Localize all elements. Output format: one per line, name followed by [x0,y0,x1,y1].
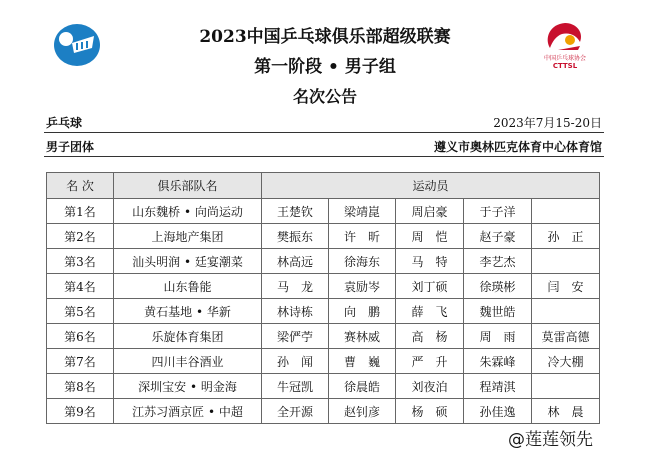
page-title: 2023中国乒乓球俱乐部超级联赛 [199,27,451,47]
player-cell: 周 恺 [396,224,464,249]
club-cell: 黄石基地 • 华新 [114,299,262,324]
table-row [47,224,600,249]
player-cell: 赵钊彦 [329,399,396,424]
player-cell: 孙 闻 [262,349,329,374]
rank-cell: 第2名 [47,224,114,249]
rank-cell: 第8名 [47,374,114,399]
table-row [47,349,600,374]
player-cell: 梁靖崑 [329,199,396,224]
club-cell: 上海地产集团 [114,224,262,249]
club-column-header: 俱乐部队名 [114,173,262,199]
player-cell: 曹 巍 [329,349,396,374]
player-cell: 樊振东 [262,224,329,249]
sport-label: 乒乓球 [46,116,83,130]
table-header-row [47,173,600,199]
player-cell: 杨 硕 [396,399,464,424]
player-cell: 周启豪 [396,199,464,224]
player-cell: 高 杨 [396,324,464,349]
player-cell [532,249,600,274]
player-cell [532,374,600,399]
club-cell: 乐旋体育集团 [114,324,262,349]
player-cell: 程靖淇 [464,374,532,399]
player-cell: 王楚钦 [262,199,329,224]
rank-cell: 第4名 [47,274,114,299]
player-cell: 梁俨苧 [262,324,329,349]
player-cell: 莫雷高德 [532,324,600,349]
player-cell: 李艺杰 [464,249,532,274]
player-cell: 于子洋 [464,199,532,224]
rank-cell: 第6名 [47,324,114,349]
player-cell: 刘丁硕 [396,274,464,299]
player-cell: 徐海东 [329,249,396,274]
player-cell: 全开源 [262,399,329,424]
player-cell: 魏世皓 [464,299,532,324]
player-cell: 林诗栋 [262,299,329,324]
rank-cell: 第5名 [47,299,114,324]
club-cell: 四川丰谷酒业 [114,349,262,374]
venue-label: 遵义市奥林匹克体育中心体育馆 [433,140,602,154]
rank-column-header: 名 次 [47,173,114,199]
player-cell: 孙 正 [532,224,600,249]
cttsl-logo [540,20,590,72]
rank-cell: 第9名 [47,399,114,424]
player-cell: 向 鹏 [329,299,396,324]
player-cell: 刘夜泊 [396,374,464,399]
player-cell: 朱霖峰 [464,349,532,374]
stage-subtitle: 第一阶段 • 男子组 [254,57,396,77]
player-cell: 闫 安 [532,274,600,299]
player-cell: 冷大棚 [532,349,600,374]
player-cell: 薛 飞 [396,299,464,324]
date-label: 2023年7月15-20日 [493,116,602,130]
player-cell: 袁励岑 [329,274,396,299]
player-cell: 马 龙 [262,274,329,299]
logo-caption-abbr: CTTSL [552,62,578,70]
table-row [47,299,600,324]
club-cell: 深圳宝安 • 明金海 [114,374,262,399]
player-cell: 徐晨皓 [329,374,396,399]
notice-heading: 名次公告 [292,87,357,106]
table-row [47,324,600,349]
player-cell: 赵子豪 [464,224,532,249]
club-cell: 江苏习酒京匠 • 中超 [114,399,262,424]
divider [44,132,604,133]
table-row [47,274,600,299]
player-cell: 林高远 [262,249,329,274]
table-row [47,249,600,274]
players-column-header: 运动员 [262,173,600,199]
event-label: 男子团体 [46,140,95,154]
club-cell: 山东魏桥 • 向尚运动 [114,199,262,224]
watermark: @莲莲领先 [508,430,593,450]
player-cell: 许 昕 [329,224,396,249]
logo-caption-cn: 中国乒乓球协会 [543,55,586,62]
player-cell: 牛冠凯 [262,374,329,399]
player-cell: 周 雨 [464,324,532,349]
divider [44,156,604,157]
player-cell: 严 升 [396,349,464,374]
player-cell: 赛林威 [329,324,396,349]
player-cell: 徐瑛彬 [464,274,532,299]
player-cell: 孙佳逸 [464,399,532,424]
rankings-table [46,172,600,424]
cttsl-emblem-icon [540,20,590,52]
player-cell: 马 特 [396,249,464,274]
rank-cell: 第3名 [47,249,114,274]
table-row [47,374,600,399]
table-row [47,199,600,224]
rank-cell: 第7名 [47,349,114,374]
player-cell [532,299,600,324]
club-cell: 山东鲁能 [114,274,262,299]
player-cell [532,199,600,224]
club-cell: 汕头明润 • 廷宴潮菜 [114,249,262,274]
rank-cell: 第1名 [47,199,114,224]
table-row [47,399,600,424]
player-cell: 林 晨 [532,399,600,424]
